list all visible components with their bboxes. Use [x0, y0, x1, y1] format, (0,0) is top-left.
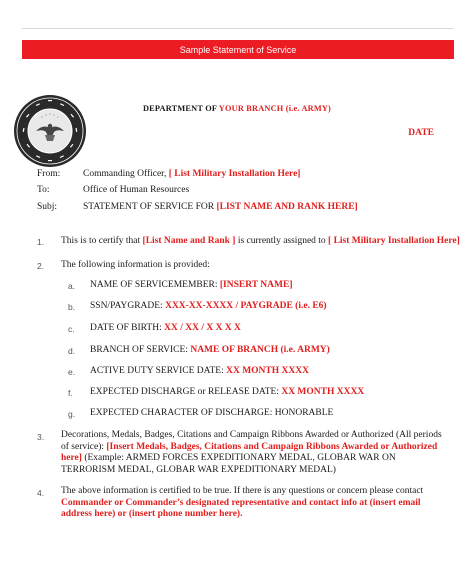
entry-e — [90, 366, 309, 376]
item-1-text-b: is currently assigned to — [235, 236, 329, 246]
item-4-text-a: The above information is certified to be true. If there is any questions or concern please contact — [61, 486, 424, 496]
to-label: To: — [37, 185, 50, 195]
from-value: [ List Military Installation Here] — [168, 169, 301, 179]
entry-c-label: DATE OF BIRTH: — [90, 323, 165, 333]
subject-value: [LIST NAME AND RANK HERE] — [216, 202, 358, 212]
entry-a-letter: a. — [68, 281, 76, 291]
date-field: DATE — [408, 128, 434, 138]
top-divider — [22, 28, 454, 29]
entry-f-label: EXPECTED DISCHARGE or RELEASE DATE: — [90, 387, 282, 397]
banner-title: Sample Statement of Service — [179, 44, 297, 55]
department-branch: YOUR BRANCH (i.e. ARMY) — [218, 104, 332, 113]
item-3-text-a: Decorations, Medals, Badges, Citations and Campaign Ribbons Awarded or Authorized (All periods of service): — [61, 430, 442, 452]
entry-f — [90, 387, 364, 397]
from-prefix: Commanding Officer, — [83, 169, 169, 179]
entry-f-value: XX MONTH XXXX — [281, 387, 365, 397]
entry-a — [90, 280, 293, 290]
department-line — [0, 104, 474, 113]
entry-b — [90, 301, 327, 311]
entry-g-letter: g. — [68, 409, 76, 419]
from-row — [37, 169, 300, 179]
entry-c — [90, 323, 241, 333]
item-3-number: 3. — [37, 432, 45, 442]
entry-d-value: NAME OF BRANCH (i.e. ARMY) — [190, 345, 330, 355]
entry-d-letter: d. — [68, 346, 76, 356]
entry-a-value: [INSERT NAME] — [219, 280, 293, 290]
from-label: From: — [37, 169, 61, 179]
entry-e-label: ACTIVE DUTY SERVICE DATE: — [90, 366, 227, 376]
entry-f-letter: f. — [68, 388, 73, 398]
item-3-paragraph — [61, 430, 451, 476]
entry-b-value: XXX-XX-XXXX / PAYGRADE (i.e. E6) — [165, 301, 327, 311]
item-1-text-a: This is to certify that — [61, 236, 143, 246]
subject-label: Subj: — [37, 202, 58, 212]
entry-g — [90, 408, 333, 418]
entry-c-value: XX / XX / X X X X — [164, 323, 241, 333]
entry-e-letter: e. — [68, 367, 76, 377]
entry-g-label: EXPECTED CHARACTER OF DISCHARGE: — [90, 408, 275, 418]
entry-d-label: BRANCH OF SERVICE: — [90, 345, 191, 355]
department-prefix: DEPARTMENT OF — [142, 104, 219, 113]
item-3-red: [Insert Medals, Badges, Citations and Campaign Ribbons Awarded or Authorized here] — [61, 441, 438, 463]
entry-b-label: SSN/PAYGRADE: — [90, 301, 166, 311]
item-2-intro: The following information is provided: — [61, 260, 210, 270]
item-1-name-rank: [List Name and Rank ] — [142, 236, 236, 246]
item-1-number: 1. — [37, 237, 45, 247]
entry-g-value: HONORABLE — [274, 408, 334, 418]
entry-e-value: XX MONTH XXXX — [226, 366, 309, 376]
to-value: Office of Human Resources — [83, 185, 190, 195]
entry-b-letter: b. — [68, 302, 76, 312]
subject-prefix: STATEMENT OF SERVICE FOR — [83, 202, 217, 212]
entry-a-label: NAME OF SERVICEMEMBER: — [90, 280, 220, 290]
item-3-text-b: (Example: ARMED FORCES EXPEDITIONARY MEDAL, GLOBAR WAR ON TERRORISM MEDAL, GLOBAR WAR EXPEDITIONARY MEDAL) — [61, 453, 396, 475]
title-banner — [22, 40, 454, 59]
to-row — [37, 185, 189, 195]
entry-d — [90, 345, 330, 355]
item-4-paragraph — [61, 486, 451, 521]
item-1-text — [61, 236, 460, 246]
entry-c-letter: c. — [68, 324, 75, 334]
item-4-number: 4. — [37, 488, 45, 498]
subject-row — [37, 202, 358, 212]
item-4-red: Commander or Commander’s designated representative and contact info at (insert email address here) or (insert phone number here). — [61, 497, 421, 519]
item-2-number: 2. — [37, 261, 45, 271]
item-1-installation: [ List Military Installation Here] — [328, 236, 460, 246]
